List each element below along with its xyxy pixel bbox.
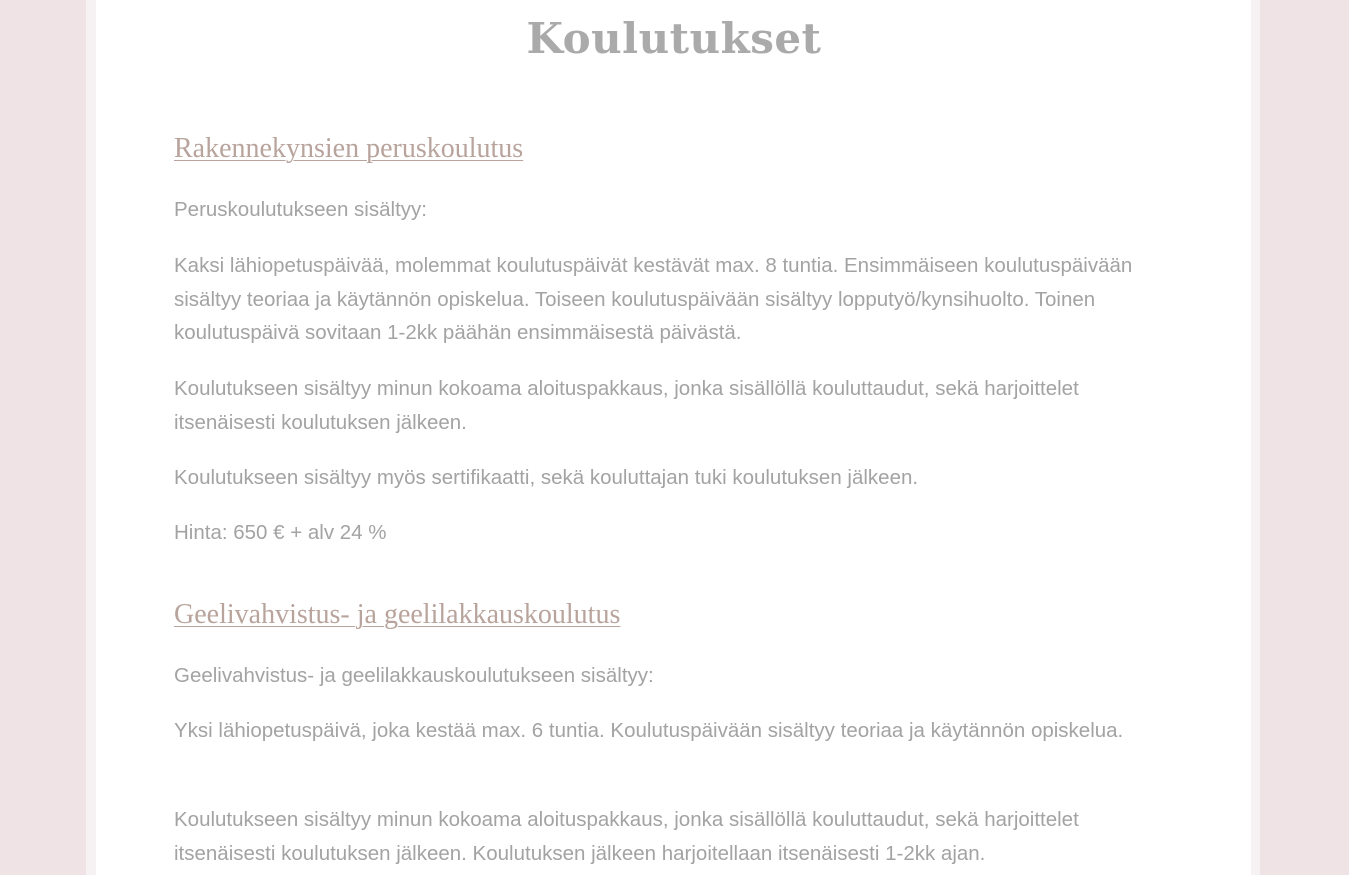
section-1-intro: Peruskoulutukseen sisältyy: bbox=[174, 198, 427, 221]
section-1-starter-kit: Koulutukseen sisältyy minun kokoama aloituspakkaus, jonka sisällöllä kouluttaudut, sekä harjoittelet itsenäisesti koulutuksen jälkeen. bbox=[174, 377, 1079, 434]
section-1-price: Hinta: 650 € + alv 24 % bbox=[174, 521, 387, 544]
section-2-training-day: Yksi lähiopetuspäivä, joka kestää max. 6 tuntia. Koulutuspäivään sisältyy teoriaa ja käytännön opiskelua. bbox=[174, 719, 1124, 742]
section-heading-rakennekynsien-peruskoulutus[interactable]: Rakennekynsien peruskoulutus bbox=[174, 133, 524, 164]
section-1-certificate: Koulutukseen sisältyy myös sertifikaatti, sekä kouluttajan tuki koulutuksen jälkeen. bbox=[174, 466, 919, 489]
section-2-starter-kit: Koulutukseen sisältyy minun kokoama aloituspakkaus, jonka sisällöllä kouluttaudut, sekä harjoittelet itsenäisesti koulutuksen jälkeen. Koulutuksen jälkeen harjoitellaan itsenäisesti 1-2kk ajan. bbox=[174, 808, 1079, 865]
content-card bbox=[96, 0, 1251, 875]
page-title: Koulutukset bbox=[526, 14, 822, 63]
section-1-training-days: Kaksi lähiopetuspäivää, molemmat koulutuspäivät kestävät max. 8 tuntia. Ensimmäiseen koulutuspäivään sisältyy teoriaa ja käytännön opiskelua. Toiseen koulutuspäivään sisältyy lopputyö/kynsihuolto. Toinen koulutuspäivä sovitaan 1-2kk päähän ensimmäisestä päivästä. bbox=[174, 254, 1133, 344]
section-heading-geelivahvistus-koulutus[interactable]: Geelivahvistus- ja geelilakkauskoulutus bbox=[174, 599, 621, 630]
section-2-intro: Geelivahvistus- ja geelilakkauskoulutukseen sisältyy: bbox=[174, 664, 654, 687]
